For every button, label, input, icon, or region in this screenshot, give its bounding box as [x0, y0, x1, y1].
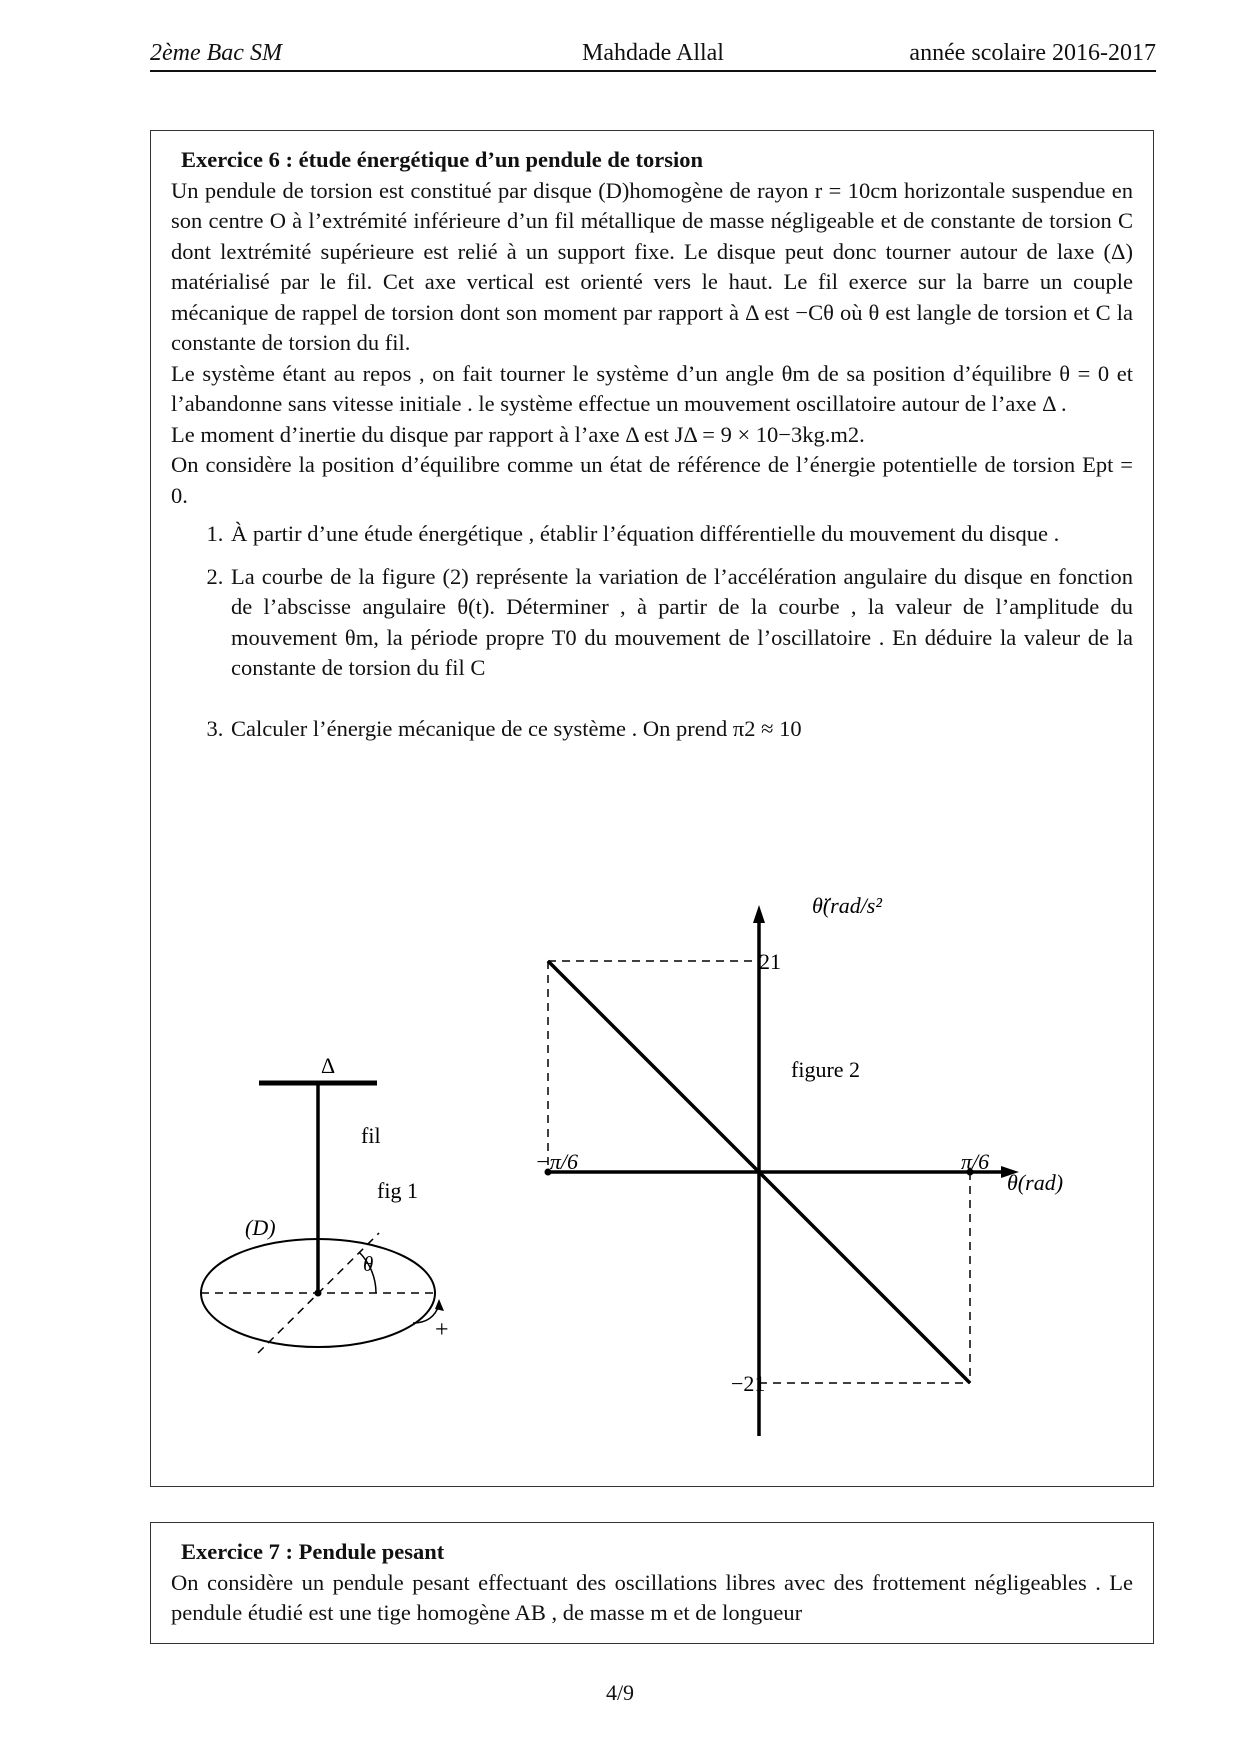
question-1: 1. À partir d’une étude énergétique , établir l’équation différentielle du mouvement du disque .: [229, 519, 1133, 550]
figure-2-caption: figure 2: [791, 1057, 861, 1082]
x-tick-neg-pi-6: −π/6: [535, 1149, 578, 1174]
y-tick-neg21: −21: [731, 1371, 766, 1396]
x-axis-label: θ(rad): [1007, 1170, 1064, 1195]
wire-label: fil: [361, 1123, 381, 1148]
arrow-head-icon: [435, 1299, 444, 1311]
exercise-6-title: Exercice 6 : étude énergétique d’un pendule de torsion: [181, 147, 704, 172]
exercise-6-paragraph: Le système étant au repos , on fait tourner le système d’un angle θm de sa position d’équilibre θ = 0 et l’abandonne sans vitesse initiale . le système effectue un mouvement oscillatoire autour de l’axe Δ .: [171, 360, 1133, 416]
angle-label: θ: [363, 1252, 374, 1276]
exercise-7-box: [150, 1522, 1154, 1644]
y-axis-arrow-icon: [753, 905, 765, 923]
question-3: 3. Calculer l’énergie mécanique de ce système . On prend π2 ≈ 10: [229, 714, 1133, 745]
page-number: 4/9: [605, 1680, 635, 1705]
question-2: 2. La courbe de la figure (2) représente la variation de l’accélération angulaire du disque en fonction de l’abscisse angulaire θ(t). Déterminer , à partir de la courbe , la valeur de l’amplitude du mouvement θm, la période propre T0 du mouvement de l’oscillatoire . En déduire la valeur de la constante de torsion du fil C: [229, 562, 1133, 684]
figure-2: [521, 831, 1081, 1441]
y-tick-21: 21: [759, 949, 781, 974]
figure-1: [171, 931, 511, 1343]
chart-plot-area: [545, 905, 1020, 1436]
figure-1-caption: fig 1: [377, 1178, 418, 1203]
exercise-6-box: [150, 130, 1154, 1487]
exercise-6-paragraph: Le moment d’inertie du disque par rapport à l’axe Δ est JΔ = 9 × 10−3kg.m2.: [171, 421, 865, 447]
header-class: 2ème Bac SM: [150, 40, 282, 66]
exercise-7-paragraph: On considère un pendule pesant effectuant des oscillations libres avec des frottement négligeables . Le pendule étudié est une tige homogène AB , de masse m et de longueur: [171, 1569, 1133, 1625]
header-year: année scolaire 2016-2017: [909, 40, 1156, 66]
exercise-6-paragraph: Un pendule de torsion est constitué par disque (D)homogène de rayon r = 10cm horizontale suspendue en son centre O à l’extrémité inférieure d’un fil métallique de masse négligeable et de constante de torsion C dont lextrémité supérieure est relié à un support fixe. Le disque peut donc tourner autour de laxe (Δ) matérialisé par le fil. Cet axe vertical est orienté vers le haut. Le fil exerce sur la barre un couple mécanique de rappel de torsion dont son moment par rapport à Δ est −Cθ où θ est langle de torsion et C la constante de torsion du fil.: [171, 177, 1133, 355]
delta-label: Δ: [321, 1053, 336, 1078]
exercise-7-title: Exercice 7 : Pendule pesant: [181, 1539, 445, 1564]
page-header: [150, 40, 1156, 72]
center-point: [315, 1290, 322, 1297]
positive-sense-label: +: [435, 1317, 449, 1343]
disk-label: (D): [245, 1215, 276, 1240]
x-tick-pi-6: π/6: [961, 1149, 990, 1174]
exercise-6-paragraph: On considère la position d’équilibre comme un état de référence de l’énergie potentielle de torsion Ept = 0.: [171, 452, 1133, 508]
header-author: Mahdade Allal: [582, 40, 724, 66]
y-axis-label: θ̈(rad/s²: [812, 893, 882, 918]
question-list: [171, 519, 1133, 744]
